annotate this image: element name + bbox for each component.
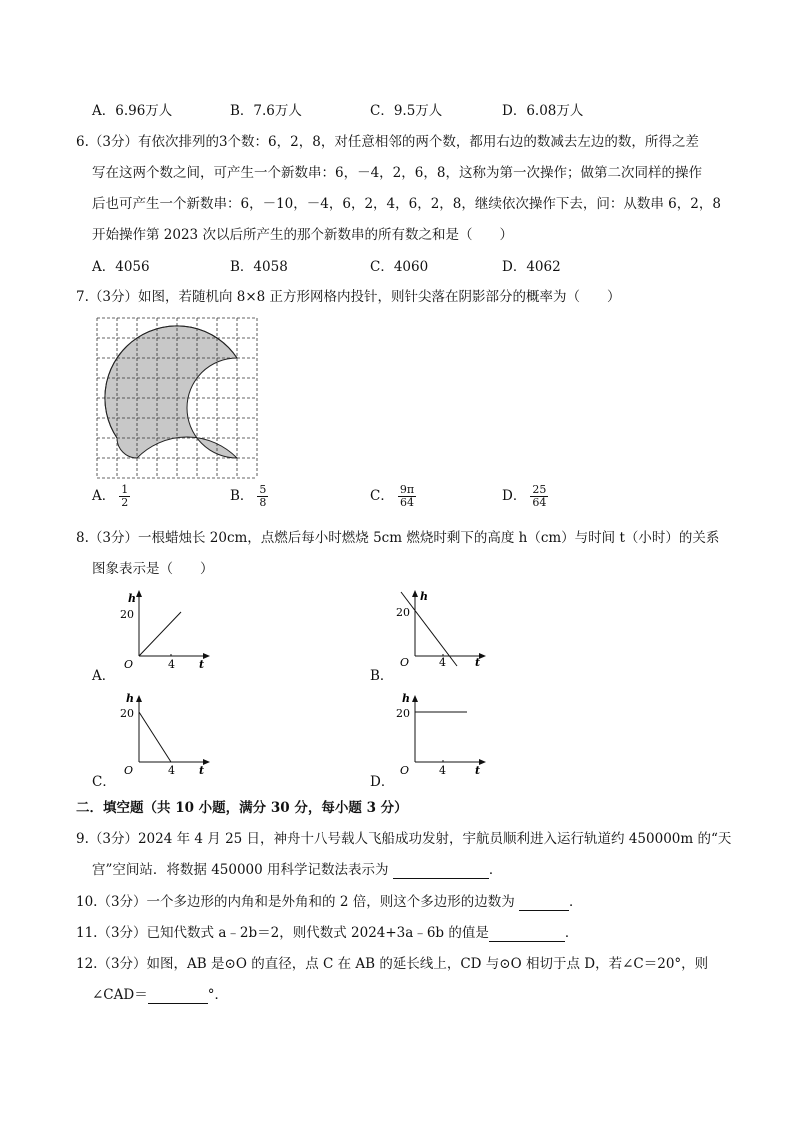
q9-line-2: 宫”空间站．将数据 450000 用科学记数法表示为 ． <box>92 862 503 878</box>
graph-d-origin: O <box>400 764 410 777</box>
graph-c-x4: 4 <box>168 764 175 777</box>
q6-line-2: 写在这两个数之间，可产生一个新数串：6，－4，2，6，8，这称为第一次操作；做第二次同样的操作 <box>92 165 702 181</box>
graph-c-t-label: t <box>199 764 205 777</box>
graph-b-x4: 4 <box>439 656 446 669</box>
q8-graph-a <box>115 588 215 671</box>
graph-a-origin: O <box>124 658 134 671</box>
q11-line: 11.（3分）已知代数式 a﹣2b＝2，则代数式 2024+3a﹣6b 的值是 ． <box>76 925 579 941</box>
q7-option-a: A． $\frac{1}{2}$ <box>92 483 129 509</box>
graph-a-y20: 20 <box>120 608 134 621</box>
graph-d-h-label: h <box>402 692 410 705</box>
section-2-title: 二．填空题（共 10 小题，满分 30 分，每小题 3 分） <box>76 800 408 816</box>
q6-line-3: 后也可产生一个新数串：6，－10，－4，6，2，4，6，2，8，继续依次操作下去，问：从数串 6，2，8 <box>92 196 721 212</box>
graph-b-origin: O <box>400 656 410 669</box>
graph-a-h-label: h <box>128 592 136 605</box>
graph-d-y20: 20 <box>396 707 410 720</box>
graph-b-y20: 20 <box>396 606 410 619</box>
q6-line-1: 6.（3分）有依次排列的3个数：6，2，8，对任意相邻的两个数，都用右边的数减去左边的数，所得之差 <box>76 134 699 150</box>
graph-d-x4: 4 <box>439 764 446 777</box>
q8-line-2: 图象表示是（ ） <box>92 561 214 577</box>
graph-a-t-label: t <box>199 658 205 671</box>
q6-option-c: C．4060 <box>370 259 429 275</box>
q12-line-1: 12.（3分）如图，AB 是⊙O 的直径，点 C 在 AB 的延长线上，CD 与⊙O 相切于点 D，若∠C＝20°，则 <box>76 956 709 972</box>
q8-graph-b <box>395 586 495 668</box>
graph-c-origin: O <box>124 764 134 777</box>
q6-option-b: B．4058 <box>230 259 288 275</box>
q8-option-d: D． <box>370 774 395 790</box>
q10-line: 10.（3分）一个多边形的内角和是外角和的 2 倍，则这个多边形的边数为 ． <box>76 894 583 910</box>
graph-d-t-label: t <box>475 764 481 777</box>
q8-graph-c <box>115 690 215 777</box>
q12-answer-blank[interactable] <box>148 989 208 1004</box>
q6-option-a: A．4056 <box>92 259 150 275</box>
q9-line-1: 9.（3分）2024 年 4 月 25 日，神舟十八号载人飞船成功发射，宇航员顺利进入运行轨道约 450000m 的“天 <box>76 831 732 847</box>
graph-b-t-label: t <box>475 656 481 669</box>
q8-option-b: B． <box>370 668 394 684</box>
q7-option-d: D． $\frac{25}{64}$ <box>502 483 547 509</box>
graph-b-h-label: h <box>420 590 428 603</box>
q7-option-c: C． $\frac{9\pi}{64}$ <box>370 483 415 509</box>
q6-line-4: 开始操作第 2023 次以后所产生的那个新数串的所有数之和是（ ） <box>92 227 513 243</box>
q8-line-1: 8.（3分）一根蜡烛长 20cm，点燃后每小时燃烧 5cm 燃烧时剩下的高度 h（cm）与时间 t（小时）的关系 <box>76 530 720 546</box>
graph-c-y20: 20 <box>120 707 134 720</box>
q7-grid-figure <box>97 318 257 478</box>
q5-option-d: D．6.08万人 <box>502 103 584 119</box>
q11-answer-blank[interactable] <box>489 927 565 942</box>
q12-line-2: ∠CAD＝ °． <box>92 987 228 1003</box>
q6-option-d: D．4062 <box>502 259 561 275</box>
q7-stem: 7.（3分）如图，若随机向 8×8 正方形网格内投针，则针尖落在阴影部分的概率为（ ） <box>76 289 621 305</box>
graph-c-h-label: h <box>126 692 134 705</box>
q9-answer-blank[interactable] <box>393 864 489 879</box>
q5-option-a: A．6.96万人 <box>92 103 173 119</box>
q5-option-c: C．9.5万人 <box>370 103 443 119</box>
q10-answer-blank[interactable] <box>519 896 569 911</box>
q5-option-b: B．7.6万人 <box>230 103 302 119</box>
q8-option-c: C． <box>92 774 116 790</box>
q8-option-a: A． <box>92 668 116 684</box>
q7-option-b: B． $\frac{5}{8}$ <box>230 483 267 509</box>
graph-a-x4: 4 <box>168 658 175 671</box>
q8-graph-d <box>395 690 495 777</box>
